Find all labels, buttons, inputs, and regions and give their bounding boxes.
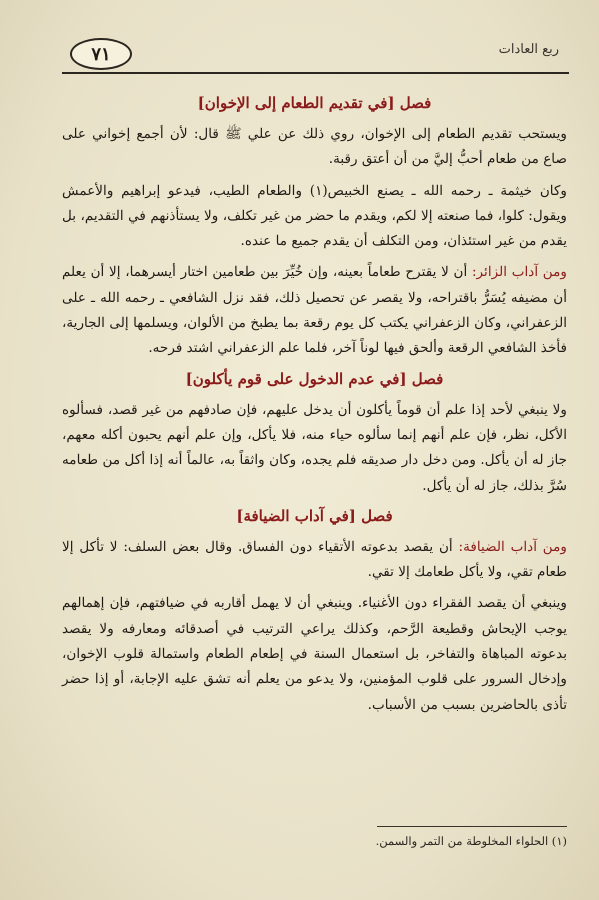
page-header — [62, 28, 569, 74]
heading-prefix: فصل — [411, 369, 444, 388]
section-heading-serving-food — [62, 92, 567, 114]
paragraph-text: أن يقصد بدعوته الأتقياء دون الفساق. وقال بعض السلف: لا تأكل إلا طعام تقي، ولا يأكل طعامك إلا تقي. — [62, 538, 567, 581]
paragraph-text: أن لا يقترح طعاماً بعينه، وإن خُيِّرَ بين طعامين اختار أيسرهما، إلا أن يعلم أن مضيفه يُسَرُّ باقتراحه، ولا يقصر عن تحصيل ذلك، فقد نزل الشافعي ـ رحمه الله ـ على الزعفراني، وكان الزعفراني يكتب كل يوم رقعة بما يطبخ من الألوان، ويسلمها إلى الجارية، فأخذ الشافعي الرقعة وألحق فيها لوناً آخر، فلما علم الزعفراني اشتد فرحه. — [62, 264, 567, 357]
paragraph-lead: ومن آداب الزائر: — [471, 264, 567, 281]
paragraph: وكان خيثمة ـ رحمه الله ـ يصنع الخبيص(١) والطعام الطيب، فيدعو إبراهيم والأعمش ويقول: كلوا، فما صنعته إلا لكم، ويقدم ما حضر من غير تكلف، ولا يستأذنهم في التقديم، بل يقدم من غير استئذان، ومن التكلف أن يقدم جميع ما عنده. — [62, 182, 567, 250]
paragraph — [62, 260, 567, 361]
footnote: (١) الحلواء المخلوطة من التمر والسمن. — [375, 834, 567, 848]
heading-open-bracket: [ — [387, 94, 395, 112]
paragraph: ولا ينبغي لأحد إذا علم أن قوماً يأكلون أن يدخل عليهم، فإن صادفهم من غير قصد، فسألوه الأكل، نظر، فإن علم أنهم إنما سألوه حياء منه، فلا يأكل، وإن علم أنهم يحبون أكله معهم، جاز له أن يأكل. ومن دخل دار صديقه فلم يجده، وكان واثقاً به، عالماً أنه إذا أكل من طعامه سُرَّ بذلك، جاز له أن يأكل. — [62, 401, 567, 494]
heading-title: في عدم الدخول على قوم يأكلون — [192, 369, 400, 388]
section-heading-hospitality — [62, 505, 567, 527]
running-head: ربع العادات — [498, 42, 559, 57]
heading-close-bracket: ] — [185, 369, 193, 388]
page-content — [62, 86, 567, 724]
paragraph: وينبغي أن يقصد الفقراء دون الأغنياء. وينبغي أن لا يهمل أقاربه في ضيافتهم، فإن إهمالهم يوجب الإيحاش وقطيعة الرَّحم، وكذلك يراعي الترتيب في أصدقائه ومعارفه ولا يقصد بدعوته المباهاة والتفاخر، بل استعمال السنة في إطعام الطعام واستمالة قلوب الإخوان، وإدخال السرور على قلوب المؤمنين، ولا يدعو من يعلم أنه تشق عليه الإجابة، أو إذا حضر تأذى بالحاضرين بسبب من الأسباب. — [62, 595, 567, 713]
heading-close-bracket: ] — [236, 506, 244, 525]
heading-prefix: فصل — [361, 506, 393, 525]
heading-open-bracket: [ — [399, 369, 407, 388]
section-heading-not-entering — [62, 368, 567, 390]
heading-title: في تقديم الطعام إلى الإخوان — [204, 94, 388, 112]
paragraph-lead: ومن آداب الضيافة: — [458, 538, 567, 555]
heading-open-bracket: [ — [348, 506, 356, 525]
heading-close-bracket: ] — [197, 94, 205, 112]
page-number: ٧١ — [91, 43, 111, 65]
paragraph: ويستحب تقديم الطعام إلى الإخوان، روي ذلك عن علي ﷺ قال: لأن أجمع إخواني على صاع من طعام أحبُّ إليَّ من أن أعتق رقبة. — [62, 126, 567, 168]
heading-title: في آداب الضيافة — [243, 506, 349, 525]
page-number-badge — [70, 38, 132, 70]
heading-prefix: فصل — [399, 94, 432, 112]
footnote-separator — [377, 826, 567, 827]
header-rule — [62, 72, 569, 74]
paragraph — [62, 535, 567, 586]
